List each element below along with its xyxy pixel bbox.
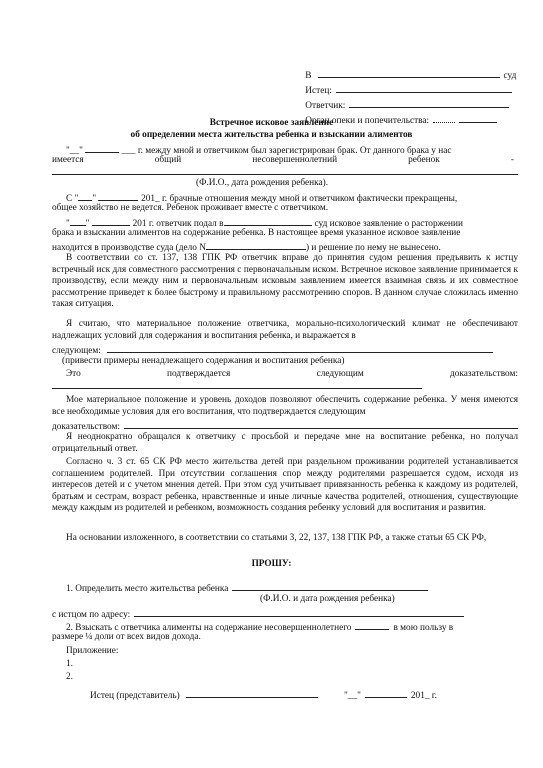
request-item1-addr-blank xyxy=(134,607,464,617)
signature-line xyxy=(90,688,318,703)
request-item2-line2: размере ¼ доли от всех видов дохода. xyxy=(52,632,201,642)
p1-text: ___ г. между мной и ответчиком был зарегистрирован брак. От данного брака у нас xyxy=(119,146,452,156)
p4-text: В соответствии со ст. 137, 138 ГПК РФ ответчик вправе до принятия судом решения предъявить к истцу встречный иск для совместного рассмотрения с первоначальным иском. Встречное исковое заявление принимается к производству, если между ним и первоначальным исковым заявлением имеется взаимная связь и их совместное рассмотрение приведет к более быстрому и правильному рассмотрению споров. В данном случае сложилась именно такая ситуация. xyxy=(52,253,518,310)
signature-date-day: "__" xyxy=(344,691,361,701)
p8-text: Я неоднократно обращался к ответчику с просьбой и передаче мне на воспитание ребенка, но получал отрицательный ответ. xyxy=(52,432,518,454)
request-item1-blank xyxy=(232,581,428,591)
p2-text: 201_ г. брачные отношения между мной и ответчиком фактически прекращены, xyxy=(141,194,458,204)
p1-month-blank xyxy=(85,143,119,153)
p9 xyxy=(52,457,518,515)
p7-evidence: доказательством: xyxy=(52,422,120,432)
defendant-label: Ответчик: xyxy=(305,100,346,111)
p10 xyxy=(52,533,518,545)
doc-title-line1: Встречное исковое заявление xyxy=(209,118,334,128)
court-prefix: В xyxy=(305,70,312,81)
signature-date-month-blank xyxy=(365,688,407,698)
p2-day-blank xyxy=(78,191,92,201)
request-item1-addr-label: с истцом по адресу: xyxy=(52,610,131,620)
p3-month-blank xyxy=(92,216,130,226)
guardianship-label: Орган опеки и попечительства: xyxy=(305,115,430,126)
p5-blank xyxy=(107,343,493,353)
p5-following: следующем: xyxy=(52,346,101,356)
p5-hint: (привести примеры ненадлежащего содержания и воспитания ребенка) xyxy=(62,356,345,366)
signature-label: Истец (представитель) xyxy=(90,691,180,701)
request-item1-text: 1. Определить место жительства ребенка xyxy=(66,584,229,594)
request-item1-hint: (Ф.И.О. и дата рождения ребенка) xyxy=(260,594,395,604)
request-item2-blank xyxy=(355,620,389,630)
signature-date xyxy=(344,688,437,703)
doc-title-line2: об определении места жительства ребенка и взыскании алиментов xyxy=(130,130,413,140)
p3-case: находится в производстве суда (дело N xyxy=(52,243,206,253)
p7 xyxy=(52,395,518,418)
p6-blank xyxy=(52,388,422,389)
p4 xyxy=(52,253,518,311)
signature-date-year: 201_ г. xyxy=(410,691,437,701)
p3-court-blank xyxy=(224,216,312,226)
p3-open: " xyxy=(66,219,70,229)
attachments-label: Приложение: xyxy=(66,646,119,656)
p10-text: На основании изложенного, в соответствии со статьями 3, 22, 137, 138 ГПК РФ, а также статьи 65 СК РФ, xyxy=(66,533,487,543)
p9-text: Согласно ч. 3 ст. 65 СК РФ место жительства детей при раздельном проживании родителей устанавливается соглашением родителей. При отсутствии соглашения спор между родителями разрешается судом, исходя из интересов детей и с учетом мнения детей. При этом суд учитывает привязанность ребенка к каждому из родителей, братьям и сестрам, возраст ребенка, нравственные и иные личные качества родителей, отношения, существующие между каждым из родителей и ребенком, возможность создания ребенку условий для воспитания и развития. xyxy=(52,457,518,514)
court-suffix: суд xyxy=(503,70,517,81)
p3-day-blank xyxy=(70,216,86,226)
p2-open: С " xyxy=(66,194,79,204)
p2-line2: общее хозяйство не ведется. Ребенок проживает вместе с ответчиком. xyxy=(52,203,329,213)
signature-blank xyxy=(186,688,318,698)
p3-text-b: суд исковое заявление о расторжении xyxy=(314,219,463,229)
p1-day: "__" xyxy=(66,146,86,156)
p5-text: Я считаю, что материальное положение ответчика, морально-психологический климат не обеспечивают надлежащих условий для содержания и воспитания ребенка, и выражается в xyxy=(52,319,518,341)
child-hint: (Ф.И.О., дата рождения ребенка). xyxy=(196,178,329,188)
p7-blank xyxy=(124,419,518,429)
p1-line2: имеется общий несовершеннолетний ребенок - xyxy=(52,155,514,165)
request-item2-text-b: в мою пользу в xyxy=(393,623,454,633)
request-heading: ПРОШУ: xyxy=(251,559,292,569)
p2-month-blank xyxy=(98,191,138,201)
request-item2-text-a: 2. Взыскать с ответчика алименты на содержание несовершеннолетнего xyxy=(66,623,352,633)
p6: Это подтверждается следующим доказательством: xyxy=(66,369,518,379)
attachment-2: 2. xyxy=(66,672,73,682)
p8 xyxy=(52,432,518,455)
p3-text-a: 201 г. ответчик подал в xyxy=(132,219,224,229)
p3-close: " xyxy=(85,219,90,229)
plaintiff-label: Истец: xyxy=(305,85,332,96)
p3-line2: брака и взыскании алиментов на содержание ребенка. В настоящее время указанное исковое заявление xyxy=(52,228,461,238)
child-blank xyxy=(52,174,518,175)
p5 xyxy=(52,319,518,342)
p3-case-blank xyxy=(206,240,306,250)
p3-decision: ) и решение по нему не вынесено. xyxy=(305,243,441,253)
attachment-1: 1. xyxy=(66,659,73,669)
p7-text: Мое материальное положение и уровень доходов позволяют обеспечить содержание ребенка. У меня имеются все необходимые условия для его воспитания, что подтверждается следующим xyxy=(52,395,518,417)
p2-close: " xyxy=(92,194,97,204)
